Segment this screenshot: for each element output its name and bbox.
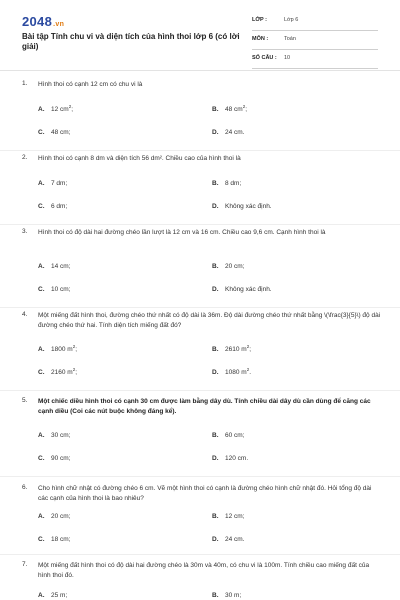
answer-option[interactable] [38, 103, 74, 113]
option-value: 20 cm; [225, 263, 245, 270]
option-value: 6 dm; [51, 203, 68, 210]
option-value: 120 cm. [225, 455, 249, 462]
option-letter: D. [212, 286, 219, 293]
site-logo[interactable] [22, 14, 64, 29]
option-punctuation: ; [249, 346, 252, 353]
option-punctuation: ; [71, 106, 74, 113]
option-punctuation: . [249, 369, 252, 376]
option-value: 2160 m [51, 369, 73, 376]
answer-option[interactable] [212, 129, 245, 136]
answer-option[interactable] [212, 366, 252, 376]
question-divider [0, 476, 400, 477]
header-divider [0, 70, 400, 71]
option-value: 14 cm; [51, 263, 71, 270]
option-value: 2610 m [225, 346, 247, 353]
answer-option[interactable] [38, 286, 71, 293]
answer-option[interactable] [212, 263, 245, 270]
meta-label: MÔN : [252, 36, 269, 42]
answer-option[interactable] [212, 180, 241, 187]
option-letter: C. [38, 203, 45, 210]
option-letter: B. [212, 432, 219, 439]
option-value: 10 cm; [51, 286, 71, 293]
question-number: 7. [22, 561, 28, 568]
option-exponent: 2 [68, 103, 72, 109]
worksheet-header [0, 0, 400, 70]
option-value: 8 dm; [225, 180, 242, 187]
meta-row-grade [252, 14, 378, 31]
answer-option[interactable] [212, 203, 272, 210]
question-number: 6. [22, 484, 28, 491]
meta-row-count [252, 52, 378, 69]
option-letter: C. [38, 129, 45, 136]
option-letter: A. [38, 513, 45, 520]
answer-option[interactable] [38, 263, 71, 270]
option-value: 48 cm; [51, 129, 71, 136]
meta-value: 10 [284, 55, 291, 61]
logo-suffix: .vn [53, 21, 65, 28]
option-letter: B. [212, 513, 219, 520]
option-letter: D. [212, 536, 219, 543]
answer-option[interactable] [38, 203, 67, 210]
answer-option[interactable] [212, 286, 272, 293]
option-letter: B. [212, 180, 219, 187]
option-letter: A. [38, 106, 45, 113]
meta-label: SỐ CÂU : [252, 55, 277, 61]
option-letter: D. [212, 129, 219, 136]
answer-option[interactable] [38, 536, 71, 543]
option-exponent: 2 [72, 366, 76, 372]
question-number: 1. [22, 80, 28, 87]
option-letter: A. [38, 346, 45, 353]
question-divider [0, 554, 400, 555]
question-divider [0, 307, 400, 308]
option-letter: C. [38, 455, 45, 462]
option-letter: B. [212, 106, 219, 113]
answer-option[interactable] [212, 513, 245, 520]
option-punctuation: ; [75, 369, 78, 376]
question-text: Hình thoi có cạnh 8 dm và diện tích 56 dm². Chiều cao của hình thoi là [38, 155, 241, 162]
option-value: 1800 m [51, 346, 73, 353]
option-value: 30 cm; [51, 432, 71, 439]
option-letter: A. [38, 432, 45, 439]
option-letter: D. [212, 369, 219, 376]
option-punctuation: ; [245, 106, 248, 113]
question-number: 3. [22, 228, 28, 235]
option-value: 20 cm; [51, 513, 71, 520]
answer-option[interactable] [38, 455, 71, 462]
option-value: 90 cm; [51, 455, 71, 462]
answer-option[interactable] [212, 432, 245, 439]
option-letter: D. [212, 455, 219, 462]
answer-option[interactable] [38, 129, 71, 136]
option-value: 30 m; [225, 592, 242, 599]
option-value: 12 cm [51, 106, 69, 113]
meta-label: LỚP : [252, 17, 267, 23]
meta-row-subject [252, 33, 378, 50]
worksheet-meta [252, 14, 378, 71]
answer-option[interactable] [38, 366, 78, 376]
meta-value: Toán [284, 36, 296, 42]
option-letter: C. [38, 369, 45, 376]
answer-option[interactable] [212, 103, 248, 113]
option-value: 25 m; [51, 592, 68, 599]
question-text: Cho hình chữ nhật có đường chéo 6 cm. Vẽ một hình thoi có cạnh là đường chéo hình chữ nhật đó. Hỏi tổng độ dài các cạnh của hình thoi là bao nhiêu? [38, 485, 372, 502]
worksheet-title: Bài tập Tính chu vi và diện tích của hình thoi lớp 6 (có lời giải) [22, 32, 240, 51]
answer-option[interactable] [38, 180, 67, 187]
option-letter: B. [212, 263, 219, 270]
option-value: Không xác định. [225, 286, 272, 293]
option-exponent: 2 [246, 343, 250, 349]
option-value: Không xác định. [225, 203, 272, 210]
option-exponent: 2 [72, 343, 76, 349]
option-exponent: 2 [246, 366, 250, 372]
answer-option[interactable] [212, 536, 245, 543]
question-number: 4. [22, 311, 28, 318]
option-letter: A. [38, 263, 45, 270]
option-value: 18 cm; [51, 536, 71, 543]
question-divider [0, 224, 400, 225]
option-value: 24 cm. [225, 129, 245, 136]
question-text: Một miếng đất hình thoi, đường chéo thứ nhất có độ dài là 36m. Độ dài đường chéo thứ nhất bằng \(\frac{3}{5}\) độ dài đường chéo thứ hai. Tính diện tích miếng đất đó? [38, 312, 381, 329]
answer-option[interactable] [38, 592, 67, 599]
question-number: 5. [22, 397, 28, 404]
option-value: 48 cm [225, 106, 243, 113]
answer-option[interactable] [212, 455, 248, 462]
answer-option[interactable] [212, 592, 241, 599]
question-text: Một chiếc diều hình thoi có cạnh 30 cm được làm bằng dây dù. Tính chiều dài dây dù cần dùng để căng các cạnh diều (Coi các nút buộc không đáng kể). [38, 398, 371, 415]
option-letter: A. [38, 592, 45, 599]
option-value: 60 cm; [225, 432, 245, 439]
option-letter: C. [38, 286, 45, 293]
question-divider [0, 150, 400, 151]
option-letter: D. [212, 203, 219, 210]
question-text: Hình thoi có cạnh 12 cm có chu vi là [38, 81, 143, 88]
meta-value: Lớp 6 [284, 17, 299, 23]
option-value: 1080 m [225, 369, 247, 376]
option-letter: A. [38, 180, 45, 187]
question-text: Hình thoi có độ dài hai đường chéo lần lượt là 12 cm và 16 cm. Chiều cao 9,6 cm. Cạnh hình thoi là [38, 229, 326, 236]
question-text: Một miếng đất hình thoi có độ dài hai đường chéo là 30m và 40m, có chu vi là 100m. Tính chiều cao miếng đất của hình thoi đó. [38, 562, 370, 579]
question-number: 2. [22, 154, 28, 161]
question-divider [0, 390, 400, 391]
logo-text: 2048 [22, 14, 53, 29]
option-punctuation: ; [75, 346, 78, 353]
option-letter: B. [212, 346, 219, 353]
answer-option[interactable] [38, 513, 71, 520]
option-exponent: 2 [242, 103, 246, 109]
option-value: 24 cm. [225, 536, 245, 543]
option-letter: B. [212, 592, 219, 599]
option-value: 7 dm; [51, 180, 68, 187]
option-value: 12 cm; [225, 513, 245, 520]
answer-option[interactable] [38, 343, 78, 353]
answer-option[interactable] [38, 432, 71, 439]
answer-option[interactable] [212, 343, 252, 353]
option-letter: C. [38, 536, 45, 543]
